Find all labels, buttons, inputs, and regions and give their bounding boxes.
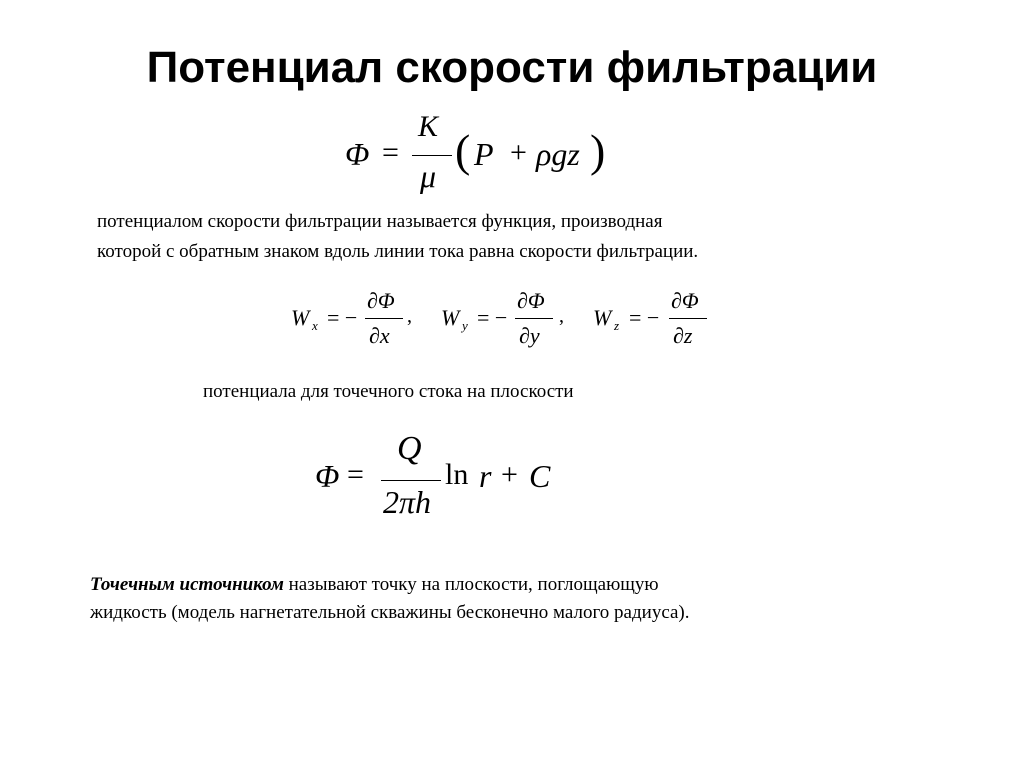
formula-point-sink-lhs: Φ xyxy=(315,458,340,494)
wz-fraction-bar xyxy=(669,318,707,319)
formula-potential xyxy=(340,110,620,205)
formula-velocity-components xyxy=(285,285,725,355)
formula-potential-plus: + xyxy=(510,136,527,169)
wy-symbol: W xyxy=(441,305,460,330)
wx-denominator: ∂x xyxy=(369,323,390,348)
wz-numerator: ∂Φ xyxy=(671,288,699,313)
wx-numerator: ∂Φ xyxy=(367,288,395,313)
wy-subscript: y xyxy=(462,318,468,333)
wx-subscript: x xyxy=(312,318,318,333)
wz-denominator: ∂z xyxy=(673,323,693,348)
formula-potential-fraction-bar xyxy=(412,155,452,156)
formula-point-sink-plus: + xyxy=(501,458,518,491)
wy-numerator: ∂Φ xyxy=(517,288,545,313)
definition-text-line-1: потенциалом скорости фильтрации называется функция, производная xyxy=(97,211,663,232)
point-source-text-line-1 xyxy=(90,571,659,598)
point-source-line-1-rest: называют точку на плоскости, поглощающую xyxy=(283,574,659,595)
wy-denominator: ∂y xyxy=(519,323,540,348)
definition-text-line-2: которой с обратным знаком вдоль линии тока равна скорости фильтрации. xyxy=(97,241,699,262)
formula-potential-rhogz: ρgz xyxy=(536,136,580,172)
formula-potential-lparen: ( xyxy=(455,125,471,176)
formula-point-sink-denominator: 2πh xyxy=(383,484,432,520)
point-sink-caption: потенциала для точечного стока на плоскости xyxy=(203,381,574,402)
wx-fraction-bar xyxy=(365,318,403,319)
formula-potential-denominator: μ xyxy=(420,158,437,194)
wx-symbol: W xyxy=(291,305,310,330)
formula-potential-rparen: ) xyxy=(590,125,606,176)
point-source-text-line-2: жидкость (модель нагнетательной скважины бесконечно малого радиуса). xyxy=(90,602,690,623)
formula-point-sink-c: C xyxy=(529,458,551,494)
formula-point-sink-ln: ln xyxy=(445,458,469,491)
wz-symbol: W xyxy=(593,305,612,330)
formula-point-sink-r: r xyxy=(479,458,492,494)
wy-eq-minus: = − xyxy=(477,305,508,330)
slide-title: Потенциал скорости фильтрации xyxy=(146,43,878,92)
formula-potential-numerator: K xyxy=(418,110,439,143)
wy-fraction-bar xyxy=(515,318,553,319)
formula-potential-eq: = xyxy=(382,136,399,169)
formula-point-sink xyxy=(315,430,575,530)
wz-eq-minus: = − xyxy=(629,305,660,330)
formula-point-sink-numerator: Q xyxy=(397,430,422,467)
formula-potential-p: P xyxy=(474,136,494,172)
point-source-term: Точечным источником xyxy=(90,574,284,595)
wx-eq-minus: = − xyxy=(327,305,358,330)
wx-comma: , xyxy=(407,305,412,327)
wy-comma: , xyxy=(559,305,564,327)
wz-subscript: z xyxy=(614,318,620,333)
formula-point-sink-eq: = xyxy=(347,458,364,491)
formula-point-sink-fraction-bar xyxy=(381,480,441,481)
formula-potential-lhs: Φ xyxy=(345,136,370,172)
